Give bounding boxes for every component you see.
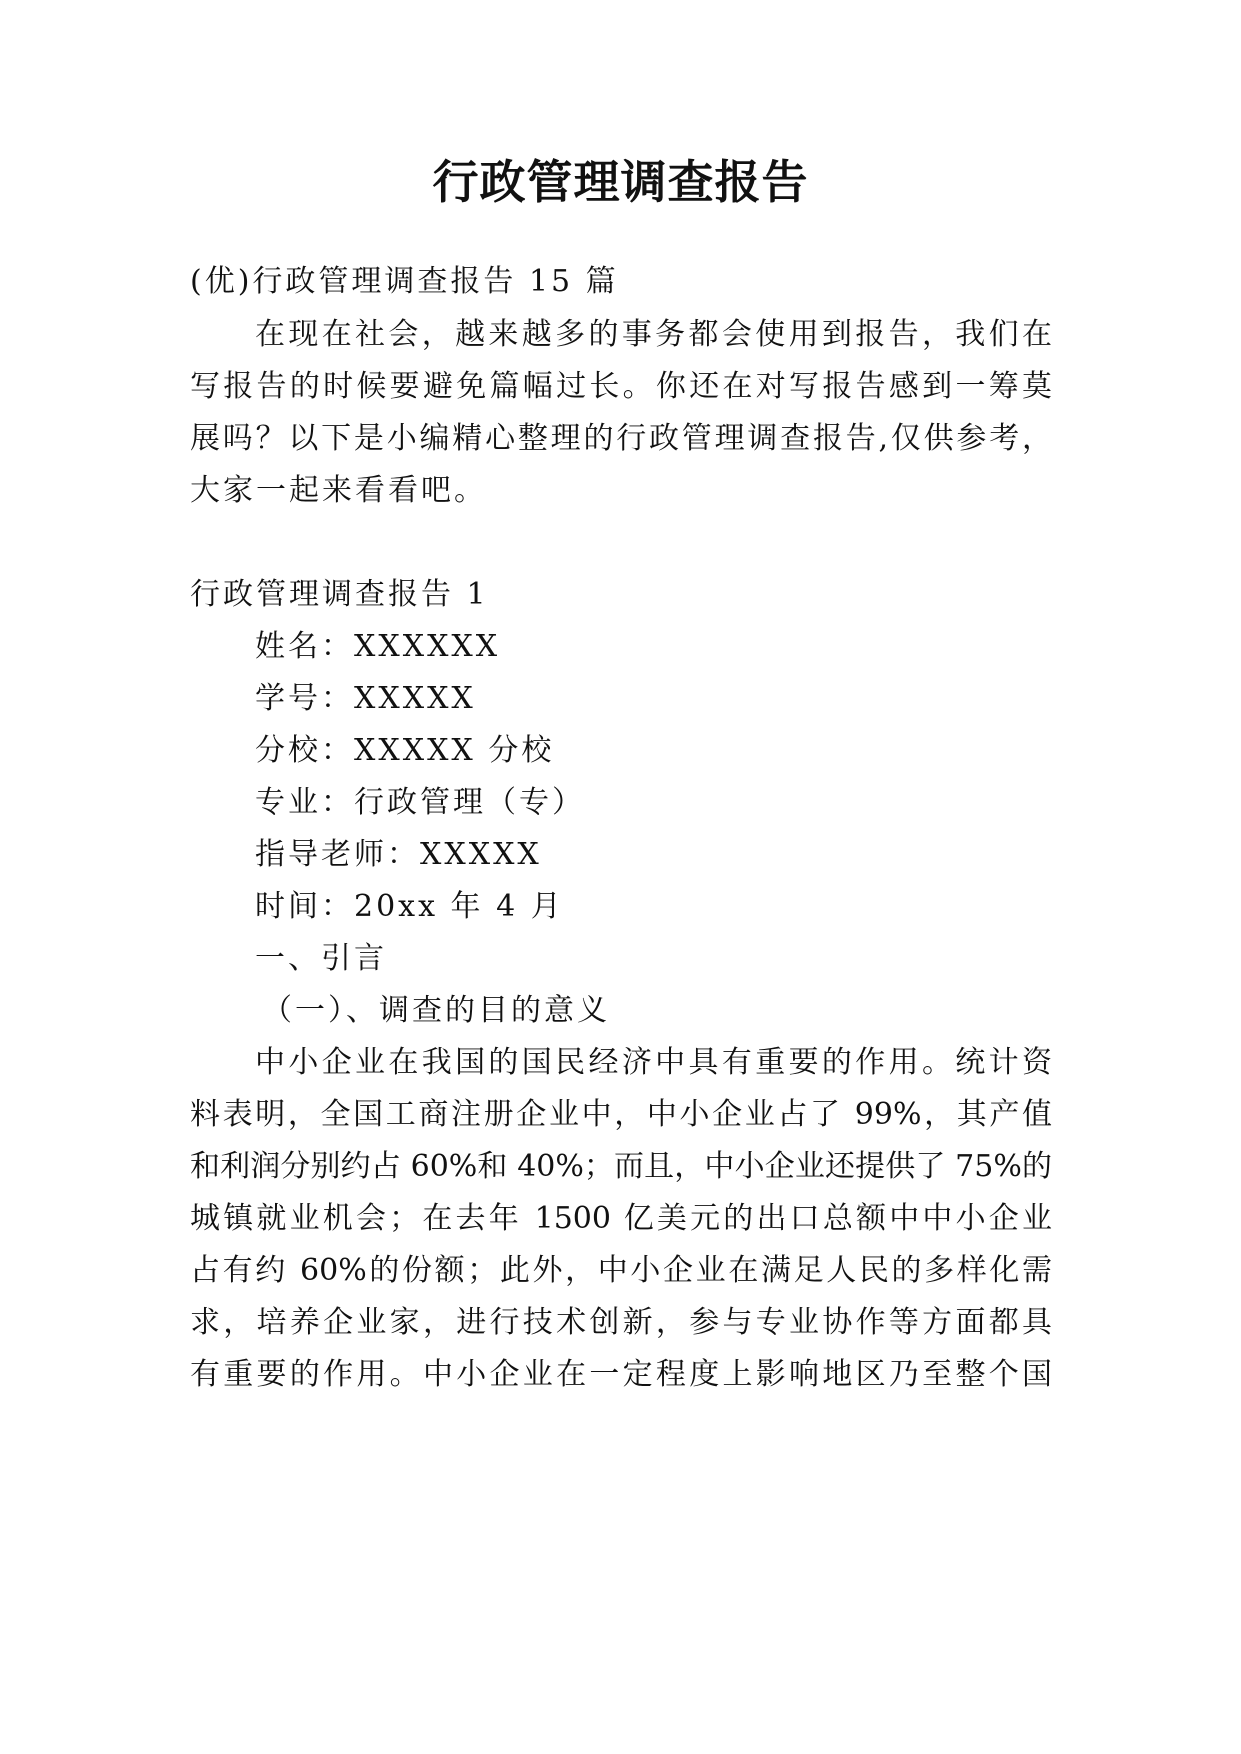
field-campus: 分校：XXXXX 分校 bbox=[255, 733, 555, 768]
field-major: 专业：行政管理（专） bbox=[255, 785, 585, 820]
field-advisor: 指导老师：XXXXX bbox=[255, 837, 542, 872]
field-student-id: 学号：XXXXX bbox=[255, 681, 476, 716]
body-line-2: 料表明，全国工商注册企业中，中小企业占了 99%，其产值 bbox=[190, 1097, 1052, 1132]
body-line-5: 占有约 60%的份额；此外，中小企业在满足人民的多样化需 bbox=[190, 1253, 1052, 1288]
body-line-7: 有重要的作用。中小企业在一定程度上影响地区乃至整个国 bbox=[190, 1357, 1052, 1392]
subsection-heading-purpose: （一）、调查的目的意义 bbox=[262, 993, 610, 1028]
intro-line-1: 在现在社会，越来越多的事务都会使用到报告，我们在 bbox=[255, 317, 1052, 352]
body-line-3: 和利润分别约占 60%和 40%；而且，中小企业还提供了 75%的 bbox=[190, 1149, 1052, 1184]
section-heading-introduction: 一、引言 bbox=[255, 941, 387, 976]
intro-line-4: 大家一起来看看吧。 bbox=[190, 473, 487, 508]
field-date: 时间：20xx 年 4 月 bbox=[255, 889, 564, 924]
report-heading: 行政管理调查报告 1 bbox=[190, 577, 489, 612]
field-name: 姓名：XXXXXX bbox=[255, 629, 501, 664]
body-line-4: 城镇就业机会；在去年 1500 亿美元的出口总额中中小企业 bbox=[190, 1201, 1052, 1236]
intro-line-3: 展吗？以下是小编精心整理的行政管理调查报告,仅供参考， bbox=[190, 421, 1052, 456]
body-line-6: 求，培养企业家，进行技术创新，参与专业协作等方面都具 bbox=[190, 1305, 1052, 1340]
document-title: 行政管理调查报告 bbox=[432, 155, 809, 209]
intro-line-2: 写报告的时候要避免篇幅过长。你还在对写报告感到一筹莫 bbox=[190, 369, 1052, 404]
document-subtitle: (优)行政管理调查报告 15 篇 bbox=[190, 264, 619, 299]
body-line-1: 中小企业在我国的国民经济中具有重要的作用。统计资 bbox=[255, 1045, 1052, 1080]
